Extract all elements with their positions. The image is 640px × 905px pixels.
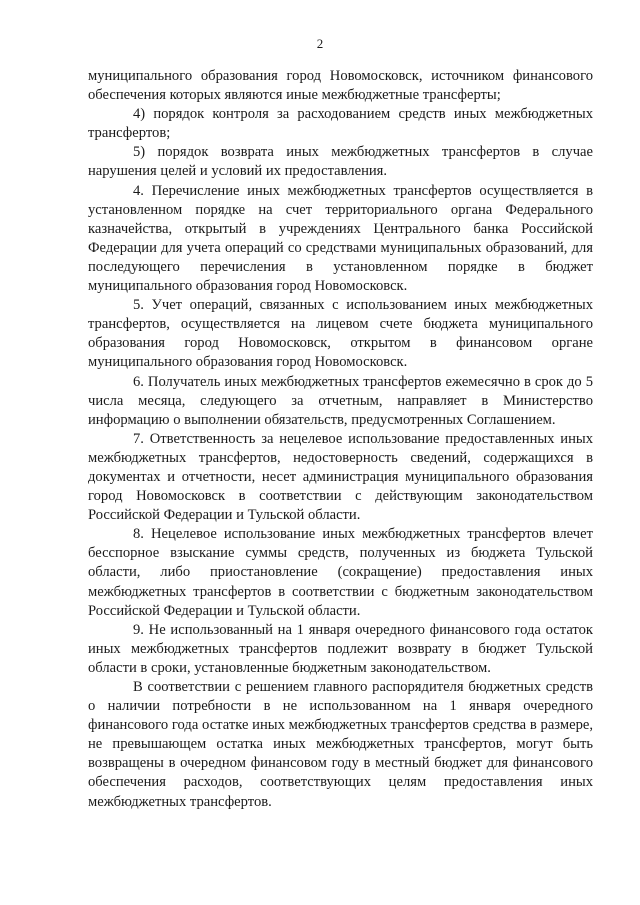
paragraph-clause-7: 7. Ответственность за нецелевое использование предоставленных иных межбюджетных трансфертов, недостоверность сведений, содержащихся в документах и отчетности, несет администрация муниципального образования город Новомосковск в соответствии с действующим законодательством Российской Федерации и Тульской области. [88,430,593,524]
paragraph-item-5-return: 5) порядок возврата иных межбюджетных трансфертов в случае нарушения целей и условий их предоставления. [88,144,593,180]
paragraph-clause-9: 9. Не использованный на 1 января очередного финансового года остаток иных межбюджетных трансфертов подлежит возврату в бюджет Тульской области в сроки, установленные бюджетным законодательством. [88,621,593,676]
paragraph-continuation: муниципального образования город Новомосковск, источником финансового обеспечения которых являются иные межбюджетные трансферты; [88,68,593,104]
paragraph-clause-5: 5. Учет операций, связанных с использованием иных межбюджетных трансфертов, осуществляется на лицевом счете бюджета муниципального образования город Новомосковск, открытом в финансовом органе муниципального образования город Новомосковск. [88,297,593,371]
paragraph-clause-6: 6. Получатель иных межбюджетных трансфертов ежемесячно в срок до 5 числа месяца, следующего за отчетным, направляет в Министерство информацию о выполнении обязательств, предусмотренных Соглашением. [88,373,593,428]
paragraph-clause-8: 8. Нецелевое использование иных межбюджетных трансфертов влечет бесспорное взыскание суммы средств, полученных из бюджета Тульской области, либо приостановление (сокращение) предоставления иных межбюджетных трансфертов в соответствии с бюджетным законодательством Российской Федерации и Тульской области. [88,526,593,619]
paragraph-item-4-control: 4) порядок контроля за расходованием средств иных межбюджетных трансфертов; [88,106,593,142]
document-body [88,67,593,812]
paragraph-remainder-return: В соответствии с решением главного распорядителя бюджетных средств о наличии потребности в не использованном на 1 января очередного финансового года остатке иных межбюджетных трансфертов средства в размере, не превышающем остатка иных межбюджетных трансфертов, могут быть возвращены в очередном финансовом году в местный бюджет для финансового обеспечения расходов, соответствующих целям предоставления иных межбюджетных трансфертов. [88,679,593,810]
paragraph-clause-4: 4. Перечисление иных межбюджетных трансфертов осуществляется в установленном порядке на счет территориального органа Федерального казначейства, открытый в учреждениях Центрального банка Российской Федерации для учета операций со средствами муниципальных образований, для последующего перечисления в установленном порядке в бюджет муниципального образования город Новомосковск. [88,182,593,295]
page-number: 2 [316,36,324,51]
